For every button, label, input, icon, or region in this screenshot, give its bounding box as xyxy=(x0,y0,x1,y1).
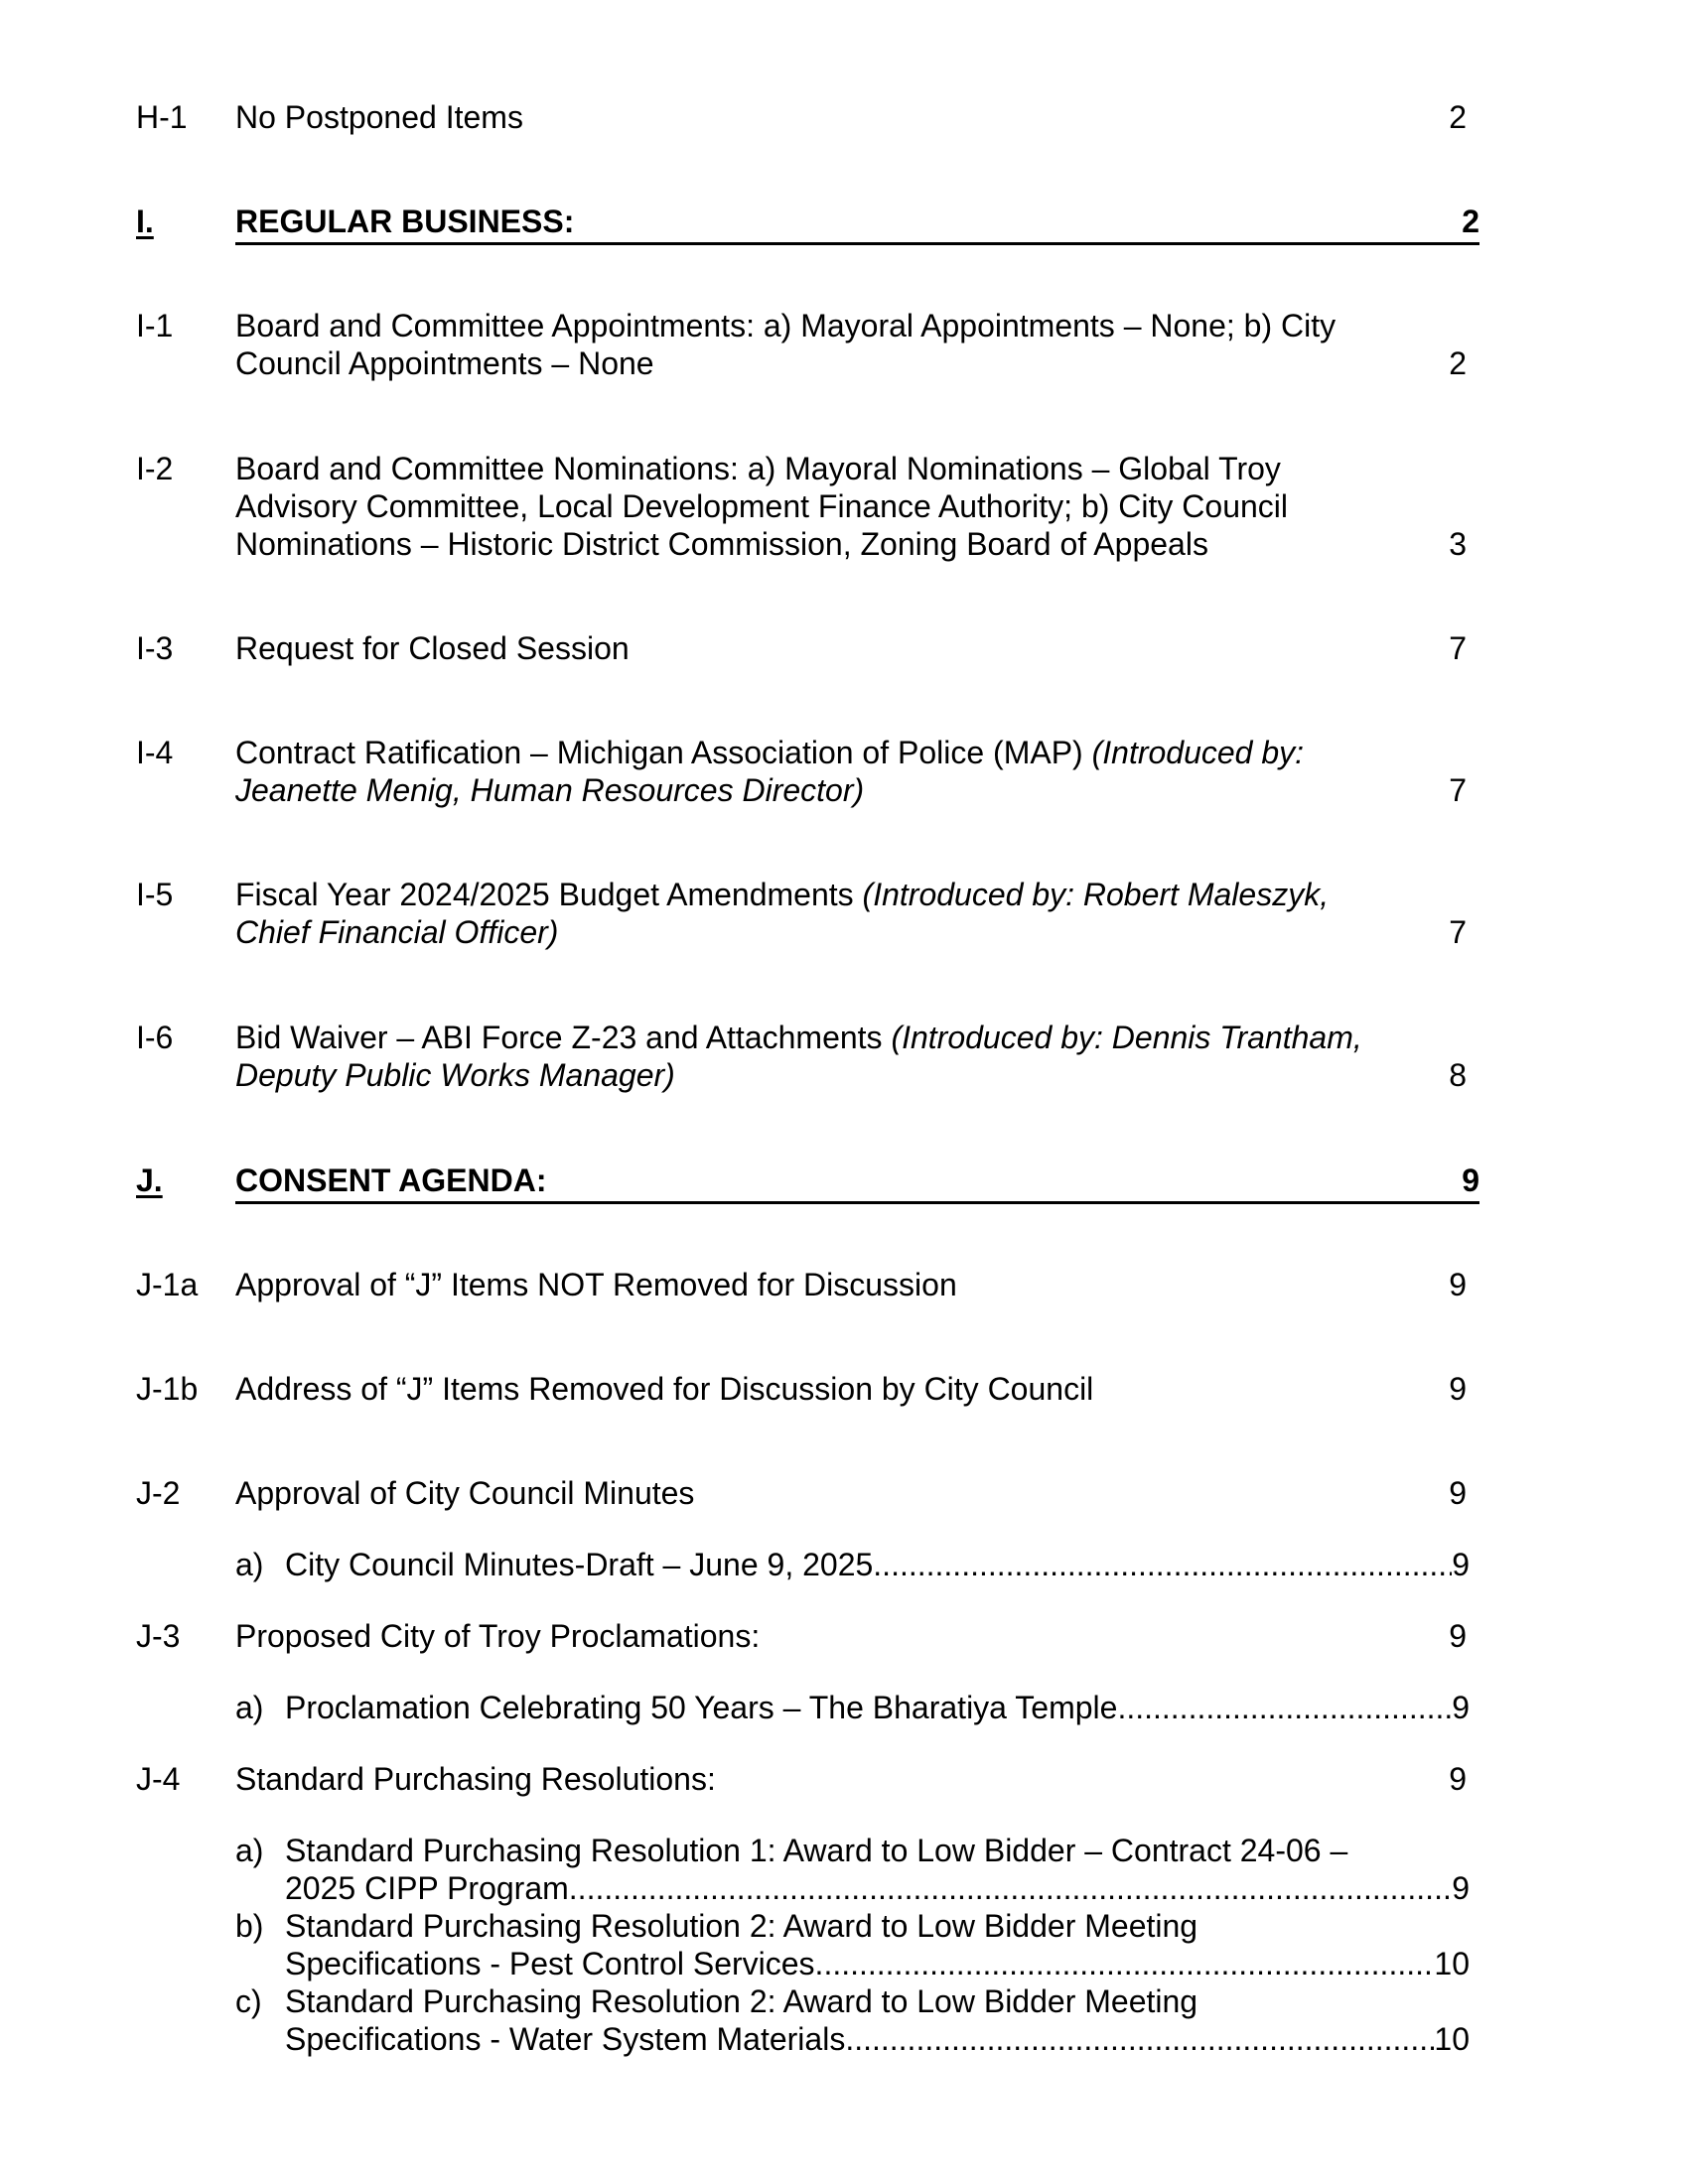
item-text xyxy=(235,450,1397,563)
item-page: 9 xyxy=(1449,1371,1467,1407)
sub-item-letter: a) xyxy=(235,1547,264,1582)
item-code: I-5 xyxy=(136,877,174,912)
sub-item-text: Specifications - Pest Control Services xyxy=(285,1946,815,1981)
sub-item-text: Standard Purchasing Resolution 2: Award to Low Bidder Meeting xyxy=(285,1908,1198,1944)
sub-item-text: Standard Purchasing Resolution 2: Award to Low Bidder Meeting xyxy=(285,1983,1198,2019)
item-code: J-3 xyxy=(136,1618,181,1654)
section-title: CONSENT AGENDA: xyxy=(235,1162,547,1198)
item-text-line: Advisory Committee, Local Development Finance Authority; b) City Council xyxy=(235,488,1288,524)
item-page: 2 xyxy=(1449,345,1467,381)
section-code: I. xyxy=(136,204,154,239)
item-page: 9 xyxy=(1449,1618,1467,1654)
item-text-line xyxy=(235,1019,1397,1056)
item-page: 3 xyxy=(1449,526,1467,562)
dot-leader xyxy=(1117,1689,1452,1726)
item-code: I-2 xyxy=(136,451,174,486)
sub-item-text: Specifications - Water System Materials. xyxy=(285,2021,855,2057)
item-introduced-by: Deputy Public Works Manager) xyxy=(235,1057,675,1093)
sub-item-page: 9 xyxy=(1452,1547,1470,1582)
sub-item-leader-line xyxy=(285,1546,1470,1583)
sub-item-page: 10 xyxy=(1434,1946,1470,1981)
sub-item-body xyxy=(285,1832,1470,1907)
dot-leader xyxy=(882,1546,1452,1583)
sub-item-letter: a) xyxy=(235,1833,264,1868)
item-text: Approval of City Council Minutes xyxy=(235,1475,695,1511)
section-page: 9 xyxy=(1462,1162,1479,1198)
sub-item-leader-line xyxy=(285,1869,1470,1907)
item-text-line: Board and Committee Appointments: a) Mayoral Appointments – None; b) City xyxy=(235,308,1336,343)
sub-item-body xyxy=(285,1907,1470,1982)
item-title: Bid Waiver – ABI Force Z-23 and Attachments xyxy=(235,1020,892,1055)
item-code: I-6 xyxy=(136,1020,174,1055)
item-code: I-4 xyxy=(136,735,174,770)
item-page: 7 xyxy=(1449,914,1467,950)
item-code: J-1a xyxy=(136,1267,199,1302)
section-title: REGULAR BUSINESS: xyxy=(235,204,575,239)
sub-item-text: Standard Purchasing Resolution 1: Award to Low Bidder – Contract 24-06 – xyxy=(285,1833,1348,1868)
item-page: 7 xyxy=(1449,630,1467,666)
item-code: I-1 xyxy=(136,308,174,343)
item-introduced-by: Jeanette Menig, Human Resources Director) xyxy=(235,772,865,808)
item-text-line xyxy=(235,734,1397,771)
item-text xyxy=(235,307,1397,382)
item-introduced-by: (Introduced by: Dennis Trantham, xyxy=(891,1020,1362,1055)
item-text: No Postponed Items xyxy=(235,99,523,135)
sub-item-letter: a) xyxy=(235,1690,264,1725)
item-text: Standard Purchasing Resolutions: xyxy=(235,1761,716,1797)
sub-item-text: 2025 CIPP Program xyxy=(285,1870,569,1906)
item-text: Address of “J” Items Removed for Discussion by City Council xyxy=(235,1371,1094,1407)
sub-item-page: 9 xyxy=(1452,1870,1470,1906)
item-page: 9 xyxy=(1449,1267,1467,1302)
sub-item-text: Proclamation Celebrating 50 Years – The Bharatiya Temple xyxy=(285,1690,1118,1725)
sub-item-leader-line xyxy=(285,1689,1470,1726)
item-text xyxy=(235,1019,1397,1094)
sub-item-letter: c) xyxy=(235,1983,262,2019)
item-introduced-by: (Introduced by: xyxy=(1091,735,1305,770)
section-page: 2 xyxy=(1462,204,1479,239)
item-text-line: Council Appointments – None xyxy=(235,345,654,381)
sub-item-page: 10 xyxy=(1434,2021,1470,2057)
item-code: J-2 xyxy=(136,1475,181,1511)
sub-item-page: 9 xyxy=(1452,1690,1470,1725)
item-code: J-1b xyxy=(136,1371,199,1407)
item-page: 8 xyxy=(1449,1057,1467,1093)
item-title: Contract Ratification – Michigan Association of Police (MAP) xyxy=(235,735,1092,770)
dot-leader xyxy=(854,2020,1434,2058)
item-page: 2 xyxy=(1449,99,1467,135)
sub-item-letter: b) xyxy=(235,1908,264,1944)
item-text-line: Board and Committee Nominations: a) Mayoral Nominations – Global Troy xyxy=(235,451,1281,486)
item-page: 9 xyxy=(1449,1761,1467,1797)
item-code: I-3 xyxy=(136,630,174,666)
item-text-line xyxy=(235,876,1397,913)
item-text: Proposed City of Troy Proclamations: xyxy=(235,1618,761,1654)
item-title: Fiscal Year 2024/2025 Budget Amendments xyxy=(235,877,863,912)
item-page: 9 xyxy=(1449,1475,1467,1511)
sub-item-leader-line xyxy=(285,1945,1470,1982)
item-text: Approval of “J” Items NOT Removed for Discussion xyxy=(235,1267,957,1302)
sub-item-leader-line xyxy=(285,2020,1470,2058)
item-code: H-1 xyxy=(136,99,188,135)
sub-item-text: City Council Minutes-Draft – June 9, 2025. xyxy=(285,1547,883,1582)
item-text: Request for Closed Session xyxy=(235,630,630,666)
item-code: J-4 xyxy=(136,1761,181,1797)
item-introduced-by: Chief Financial Officer) xyxy=(235,914,559,950)
section-code: J. xyxy=(136,1162,163,1198)
item-introduced-by: (Introduced by: Robert Maleszyk, xyxy=(862,877,1330,912)
sub-item-body xyxy=(285,1982,1470,2058)
item-page: 7 xyxy=(1449,772,1467,808)
item-text xyxy=(235,876,1397,951)
item-text xyxy=(235,734,1397,809)
item-text-line: Nominations – Historic District Commission, Zoning Board of Appeals xyxy=(235,526,1208,562)
dot-leader xyxy=(815,1945,1435,1982)
dot-leader xyxy=(569,1869,1452,1907)
